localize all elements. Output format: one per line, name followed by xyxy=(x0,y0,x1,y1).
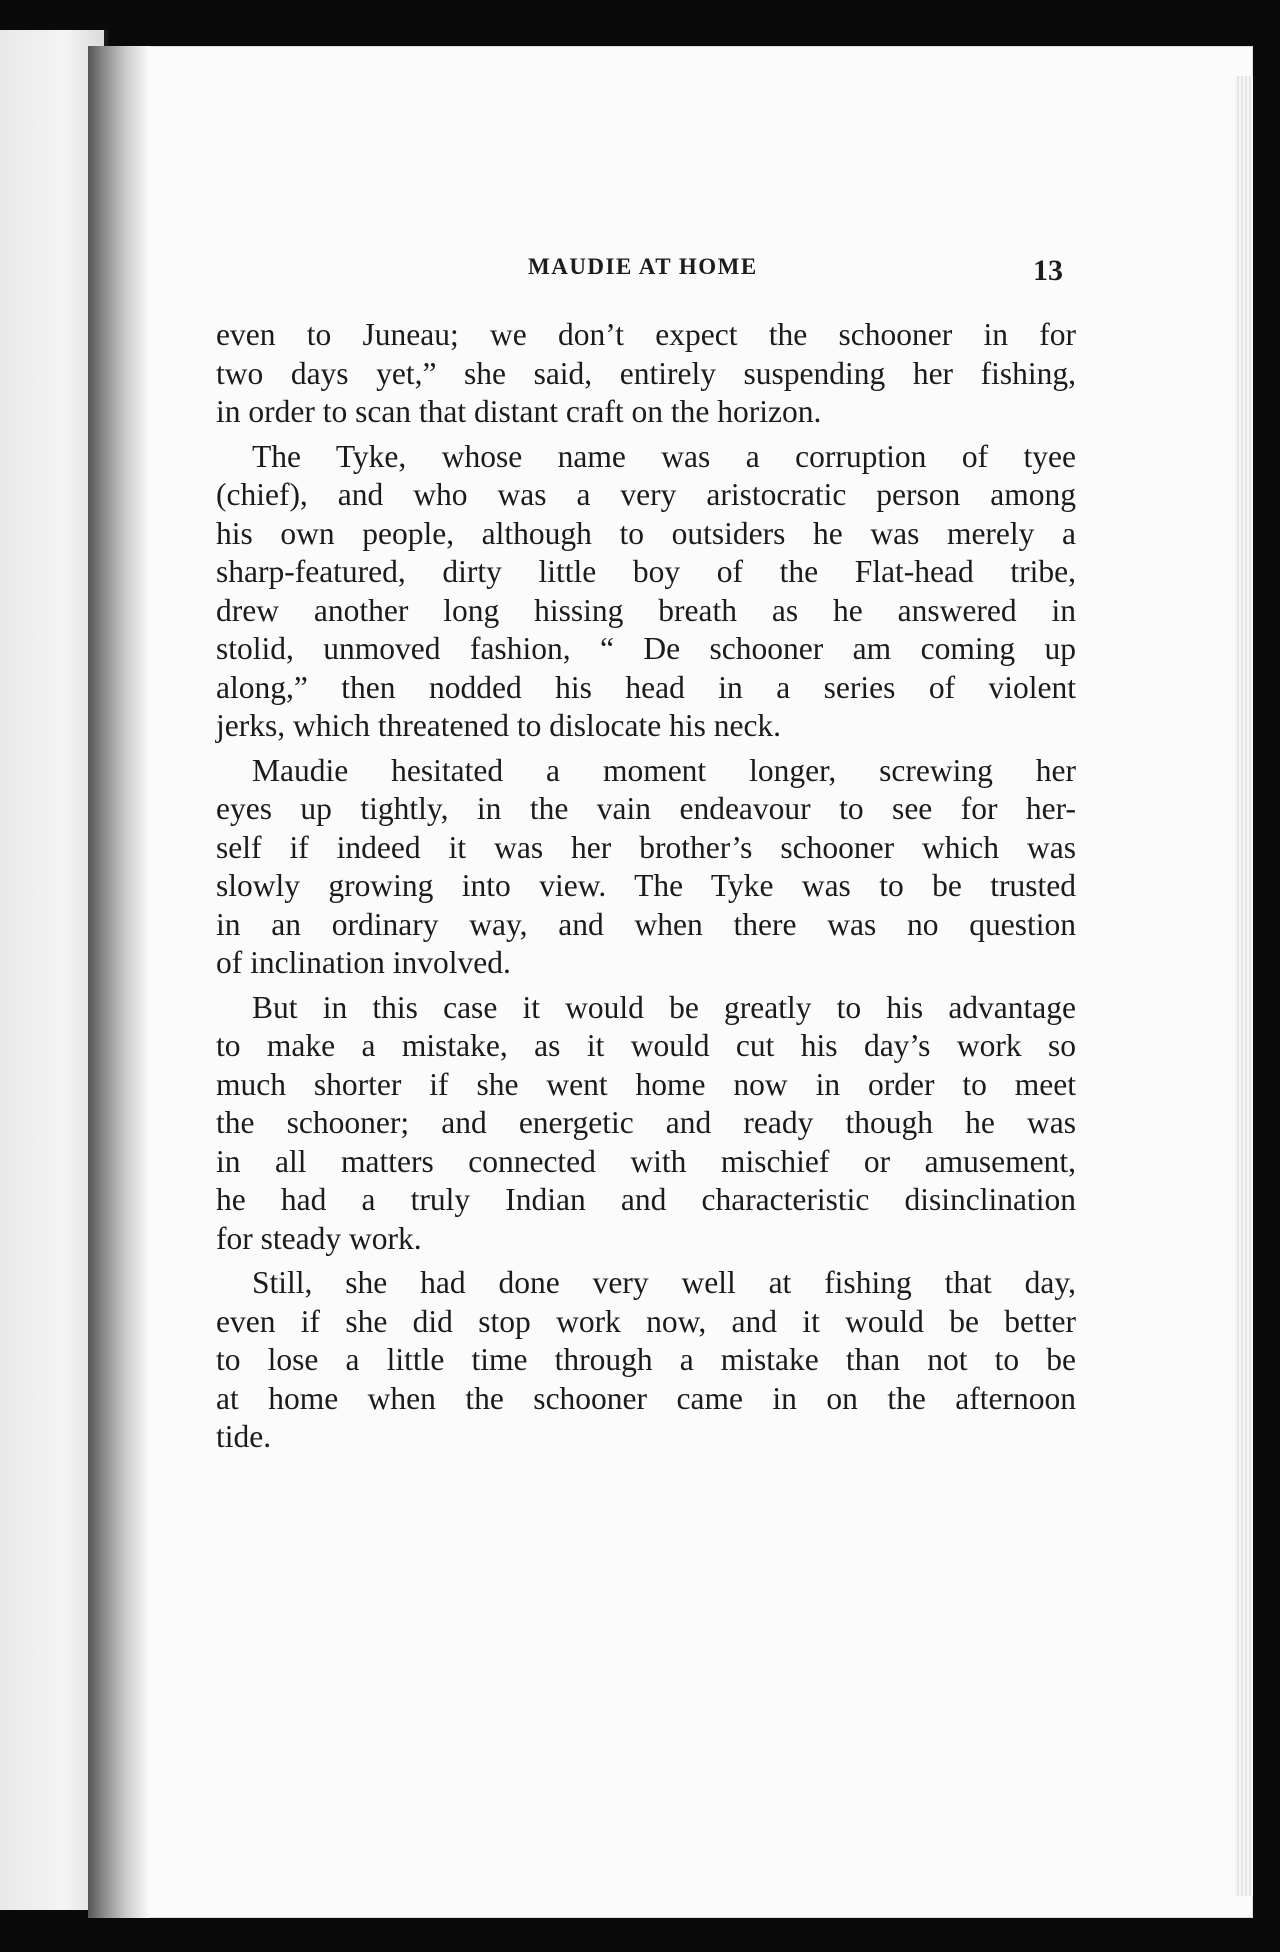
text-line: (chief), and who was a very aristocratic person among xyxy=(216,477,1076,512)
text-line: in all matters connected with mischief or amusement, xyxy=(216,1143,1076,1179)
text-line: to make a mistake, as it would cut his day’s work so xyxy=(216,1028,1076,1063)
text-line: eyes up tightly, in the vain endeavour to see for her- xyxy=(216,791,1076,826)
text-line: even if she did stop work now, and it would be better xyxy=(216,1303,1076,1339)
text-line: stolid, unmoved fashion, “ De schooner am coming up xyxy=(216,631,1076,666)
page-stack-edges xyxy=(1235,76,1253,1896)
paragraph xyxy=(216,752,1076,983)
text-line: he had a truly Indian and characteristic disinclination xyxy=(216,1182,1076,1217)
text-line: the schooner; and energetic and ready though he was xyxy=(216,1105,1076,1140)
text-line: for steady work. xyxy=(216,1220,422,1256)
running-head: MAUDIE AT HOME xyxy=(528,254,758,279)
text-line: Maudie hesitated a moment longer, screwing her xyxy=(252,752,1076,788)
text-line: to lose a little time through a mistake than not to be xyxy=(216,1342,1076,1377)
text-line: But in this case it would be greatly to his advantage xyxy=(252,989,1076,1025)
paragraph xyxy=(216,438,1076,746)
text-line: drew another long hissing breath as he answered in xyxy=(216,592,1076,628)
body-text xyxy=(216,316,1076,1463)
text-line: The Tyke, whose name was a corruption of tyee xyxy=(252,438,1076,474)
text-line: tide. xyxy=(216,1419,272,1454)
text-line: in an ordinary way, and when there was no question xyxy=(216,906,1076,942)
text-line: jerks, which threatened to dislocate his neck. xyxy=(216,708,782,743)
text-line: along,” then nodded his head in a series of violent xyxy=(216,669,1076,705)
page-gutter-shadow xyxy=(88,46,150,1918)
text-line: at home when the schooner came in on the afternoon xyxy=(216,1380,1076,1416)
paragraph xyxy=(216,316,1076,432)
text-line: self if indeed it was her brother’s schooner which was xyxy=(216,829,1076,865)
text-line: his own people, although to outsiders he was merely a xyxy=(216,515,1076,551)
paragraph xyxy=(216,1264,1076,1457)
text-line: in order to scan that distant craft on the horizon. xyxy=(216,394,822,429)
text-line: much shorter if she went home now in order to meet xyxy=(216,1066,1076,1102)
book-page xyxy=(88,46,1253,1918)
text-line: slowly growing into view. The Tyke was to be trusted xyxy=(216,868,1076,903)
text-line: even to Juneau; we don’t expect the schooner in for xyxy=(216,317,1076,352)
text-line: two days yet,” she said, entirely suspending her fishing, xyxy=(216,355,1076,391)
text-line: Still, she had done very well at fishing that day, xyxy=(252,1265,1076,1300)
paragraph xyxy=(216,989,1076,1259)
page-number: 13 xyxy=(1033,254,1063,287)
text-line: of inclination involved. xyxy=(216,945,511,980)
text-line: sharp-featured, dirty little boy of the Flat-head tribe, xyxy=(216,554,1076,589)
